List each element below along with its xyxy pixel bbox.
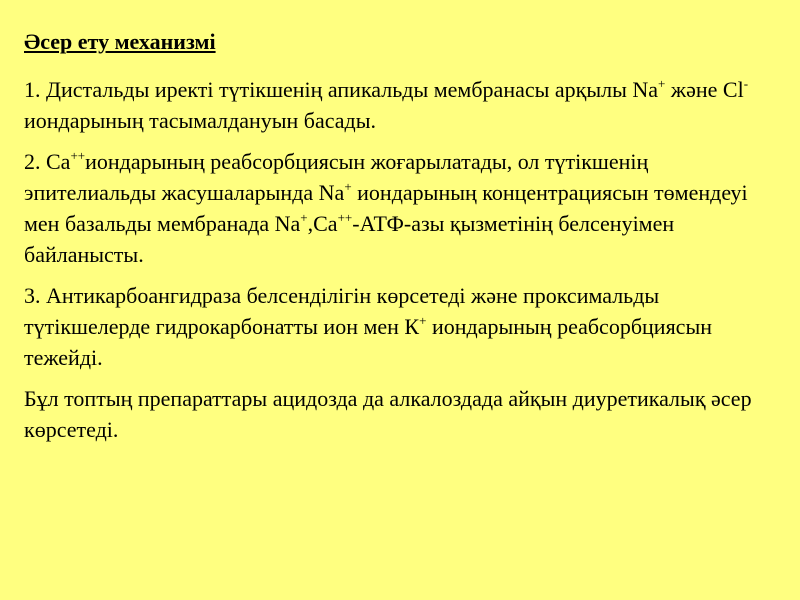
paragraph-3-text-a: 3. Антикарбоангидраза белсенділігін көрсетеді және проксимальды түтікшелерде гидрокарбонатты ион мен К xyxy=(24,283,660,339)
ca-superscript: ++ xyxy=(337,209,353,225)
paragraph-3-text-b: иондарының реабсорбциясын тежейді. xyxy=(24,314,713,370)
paragraph-2-text-c: иондарының концентрациясын төмендеуі мен базальды мембранада Na xyxy=(24,180,748,236)
paragraph-4: Бұл топтың препараттары ацидозда да алкалоздада айқын диуретикалық әсер көрсетеді. xyxy=(24,386,752,442)
na-plus-superscript: + xyxy=(344,178,352,194)
paragraph-2-text-e: -АТФ-азы қызметінің белсенуімен байланысты. xyxy=(24,211,675,267)
na-plus-superscript: + xyxy=(658,75,666,91)
k-plus-superscript: + xyxy=(419,312,427,328)
paragraph-1-text-b: және Cl xyxy=(665,77,744,102)
paragraph-1-text-a: 1. Дистальды иректі түтікшенің апикальды мембранасы арқылы Na xyxy=(24,77,659,102)
paragraph-2-text-a: 2. Ca xyxy=(24,149,71,174)
paragraph-2-text-b: иондарының реабсорбциясын жоғарылатады, ол түтікшенің эпителиальды жасушаларында Na xyxy=(24,149,649,205)
paragraph-1 xyxy=(24,74,784,136)
cl-minus-superscript: - xyxy=(743,75,749,91)
paragraph-2-text-d: ,Ca xyxy=(307,211,338,236)
paragraph-2 xyxy=(24,146,784,270)
ca-superscript: ++ xyxy=(70,147,86,163)
slide-heading: Әсер ету механизмі xyxy=(24,29,216,54)
paragraph-1-text-c: иондарының тасымалдануын басады. xyxy=(24,108,377,133)
paragraph-3 xyxy=(24,280,784,373)
slide-content xyxy=(24,28,784,455)
na-plus-superscript: + xyxy=(300,209,308,225)
